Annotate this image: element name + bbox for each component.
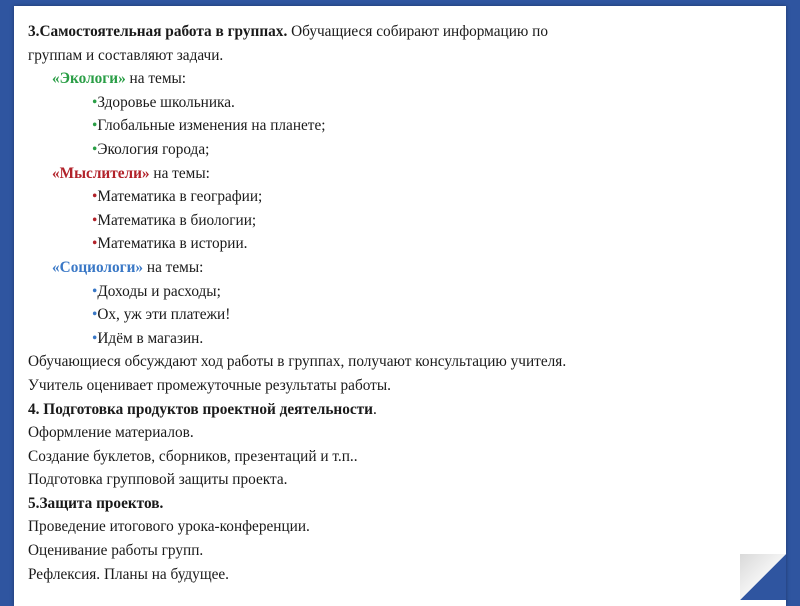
- topic: Здоровье школьника.: [97, 93, 235, 111]
- section3-line1: [28, 20, 788, 44]
- list-item: [28, 138, 788, 162]
- bullet-icon: •: [92, 188, 98, 206]
- bullet-icon: •: [92, 306, 98, 324]
- section4-title: 4. Подготовка продуктов проектной деятельности: [28, 400, 373, 418]
- paragraph: Создание буклетов, сборников, презентаций и т.п..: [28, 447, 358, 465]
- bullet-icon: •: [92, 211, 98, 229]
- topic: Идём в магазин.: [97, 329, 204, 347]
- section4-heading: [28, 398, 788, 422]
- section3-title: 3.Самостоятельная работа в группах.: [28, 23, 288, 40]
- topic: Глобальные изменения на планете;: [97, 117, 326, 135]
- group-suffix: на темы:: [125, 70, 187, 88]
- topic: Доходы и расходы;: [97, 282, 221, 300]
- topic: Экология города;: [97, 140, 210, 158]
- section3-text1: Обучащиеся собирают информацию по: [287, 23, 549, 40]
- paragraph: Подготовка групповой защиты проекта.: [28, 471, 288, 489]
- list-item: [28, 303, 788, 327]
- list-item: [28, 114, 788, 138]
- section4-dot: .: [373, 400, 377, 418]
- paragraph: Проведение итогового урока-конференции.: [28, 518, 310, 536]
- bullet-icon: •: [92, 235, 98, 253]
- list-item: [28, 327, 788, 351]
- topic: Ох, уж эти платежи!: [97, 306, 231, 324]
- topic: Математика в географии;: [97, 188, 263, 206]
- list-item: [28, 91, 788, 115]
- group-name: «Мыслители»: [52, 164, 150, 182]
- slide-content: [28, 20, 788, 586]
- bullet-icon: •: [92, 140, 98, 158]
- topic: Математика в биологии;: [97, 211, 257, 229]
- list-item: [28, 185, 788, 209]
- paragraph: Рефлексия. Планы на будущее.: [28, 565, 230, 583]
- group-suffix: на темы:: [149, 164, 210, 182]
- group-ecologists: [28, 67, 788, 91]
- list-item: [28, 232, 788, 256]
- bullet-icon: •: [92, 329, 98, 347]
- slide-page: [14, 6, 786, 606]
- section5-title: 5.Защита проектов.: [28, 494, 164, 512]
- group-sociologists: [28, 256, 788, 280]
- bullet-icon: •: [92, 117, 98, 135]
- paragraph: Оценивание работы групп.: [28, 542, 204, 560]
- group-name: «Социологи»: [52, 258, 144, 276]
- section3-line2: группам и составляют задачи.: [28, 46, 224, 64]
- list-item: [28, 209, 788, 233]
- paragraph: Оформление материалов.: [28, 424, 194, 442]
- paragraph: Обучающиеся обсуждают ход работы в группах, получают консультацию учителя.: [28, 353, 567, 371]
- paragraph: Учитель оценивает промежуточные результаты работы.: [28, 376, 391, 394]
- bullet-icon: •: [92, 93, 98, 111]
- bullet-icon: •: [92, 282, 98, 300]
- group-name: «Экологи»: [52, 70, 126, 88]
- list-item: [28, 280, 788, 304]
- topic: Математика в истории.: [97, 235, 248, 253]
- group-suffix: на темы:: [143, 258, 204, 276]
- group-thinkers: [28, 162, 788, 186]
